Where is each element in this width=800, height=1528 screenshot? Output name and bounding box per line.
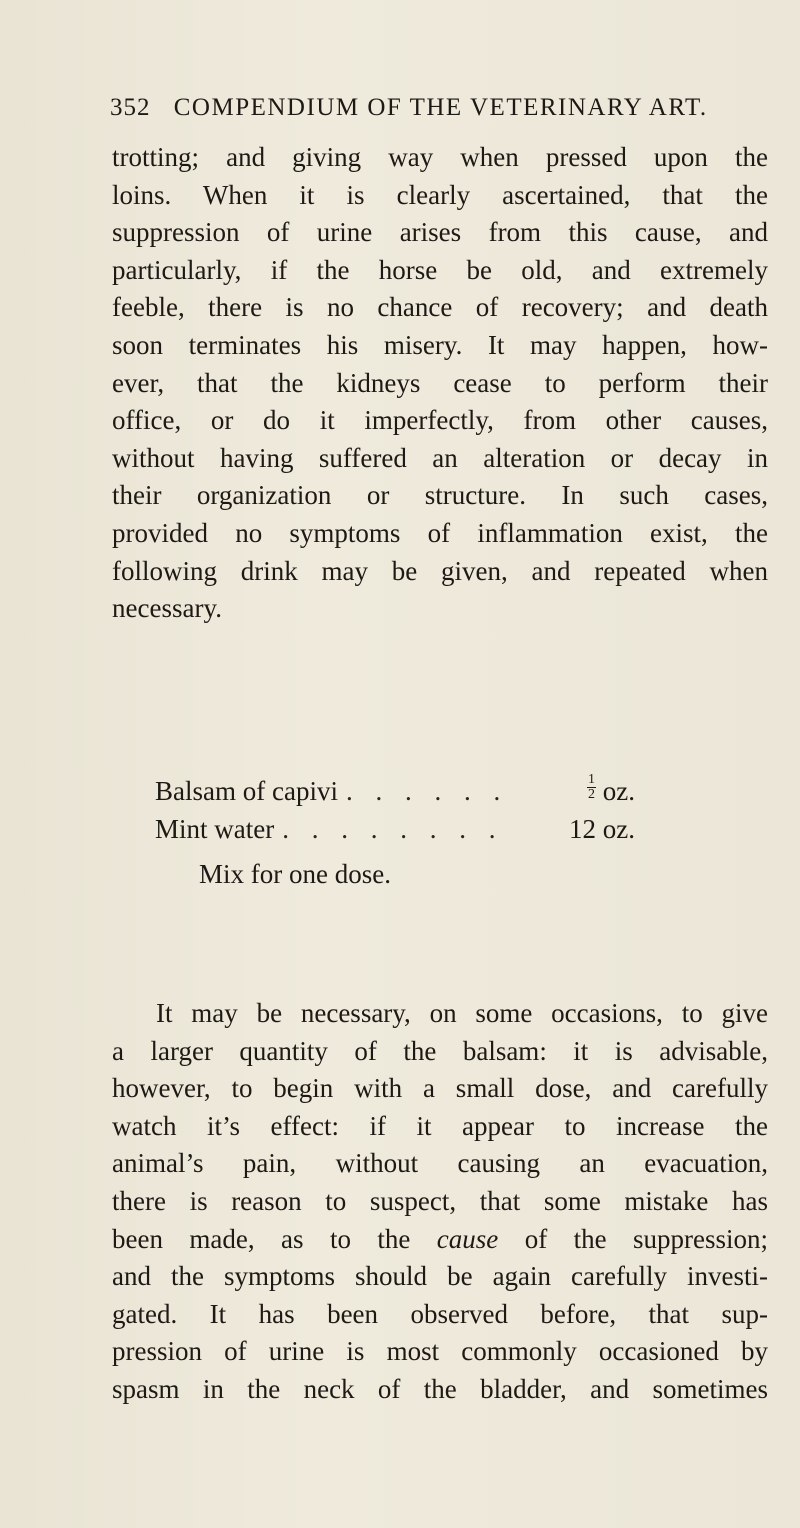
text-line: suppression of urine arises from this cause, and bbox=[112, 217, 768, 248]
recipe-item-balsam bbox=[155, 773, 635, 811]
text-line: particularly, if the horse be old, and extremely bbox=[112, 254, 768, 285]
text-line: following drink may be given, and repeated when bbox=[112, 555, 768, 586]
paragraph-2 bbox=[112, 995, 768, 1409]
text-line: and the symptoms should be again carefully investi- bbox=[112, 1261, 768, 1292]
italic-word: cause bbox=[436, 1223, 499, 1254]
text-line: soon terminates his misery. It may happen, how- bbox=[112, 329, 768, 360]
fraction-numerator: 1 bbox=[588, 772, 596, 787]
text-line: their organization or structure. In such cases, bbox=[112, 480, 768, 511]
ingredient-quantity: 12 oz. bbox=[569, 813, 635, 844]
page-number: 352 bbox=[110, 94, 151, 121]
text-line: office, or do it imperfectly, from other causes, bbox=[112, 405, 768, 436]
text-line: necessary. bbox=[112, 593, 222, 624]
recipe-list bbox=[155, 773, 635, 848]
leader-dots: . . . . . . . . bbox=[282, 813, 504, 844]
quantity-unit: oz. bbox=[602, 776, 635, 806]
text-line: pression of urine is most commonly occasioned by bbox=[112, 1336, 768, 1367]
running-title: COMPENDIUM OF THE VETERINARY ART. bbox=[173, 94, 708, 121]
text-line-mixed bbox=[112, 1221, 768, 1259]
text-line: spasm in the neck of the bladder, and sometimes bbox=[112, 1373, 768, 1404]
text-line: however, to begin with a small dose, and carefully bbox=[112, 1073, 768, 1104]
running-header bbox=[110, 94, 750, 122]
text-line: trotting; and giving way when pressed upon the bbox=[112, 142, 768, 172]
ingredient-name: Balsam of capivi bbox=[155, 776, 338, 806]
text-line: gated. It has been observed before, that sup- bbox=[112, 1298, 768, 1329]
text-line: loins. When it is clearly ascertained, that the bbox=[112, 179, 768, 210]
text-line: there is reason to suspect, that some mistake has bbox=[112, 1185, 768, 1216]
text-line: animal’s pain, without causing an evacuation, bbox=[112, 1148, 768, 1179]
text-line: feeble, there is no chance of recovery; and death bbox=[112, 292, 768, 323]
text-line: watch it’s effect: if it appear to increase the bbox=[112, 1110, 768, 1141]
recipe-item-mint-water bbox=[155, 811, 635, 849]
fraction-denominator: 2 bbox=[588, 787, 596, 802]
leader-dots: . . . . . . bbox=[345, 776, 509, 806]
paragraph-1 bbox=[112, 139, 768, 628]
fraction bbox=[587, 773, 596, 802]
text-line: ever, that the kidneys cease to perform their bbox=[112, 367, 768, 398]
text-line: provided no symptoms of inflammation exist, the bbox=[112, 517, 768, 548]
ingredient-name: Mint water bbox=[155, 813, 275, 844]
recipe-direction: Mix for one dose. bbox=[199, 859, 391, 889]
text-segment: been made, as to the bbox=[112, 1223, 411, 1254]
text-line: It may be necessary, on some occasions, to give bbox=[156, 998, 768, 1028]
text-line: without having suffered an alteration or decay in bbox=[112, 442, 768, 473]
text-line: a larger quantity of the balsam: it is advisable, bbox=[112, 1035, 768, 1066]
ingredient-quantity bbox=[581, 773, 635, 811]
text-segment: of the suppression; bbox=[524, 1223, 769, 1254]
